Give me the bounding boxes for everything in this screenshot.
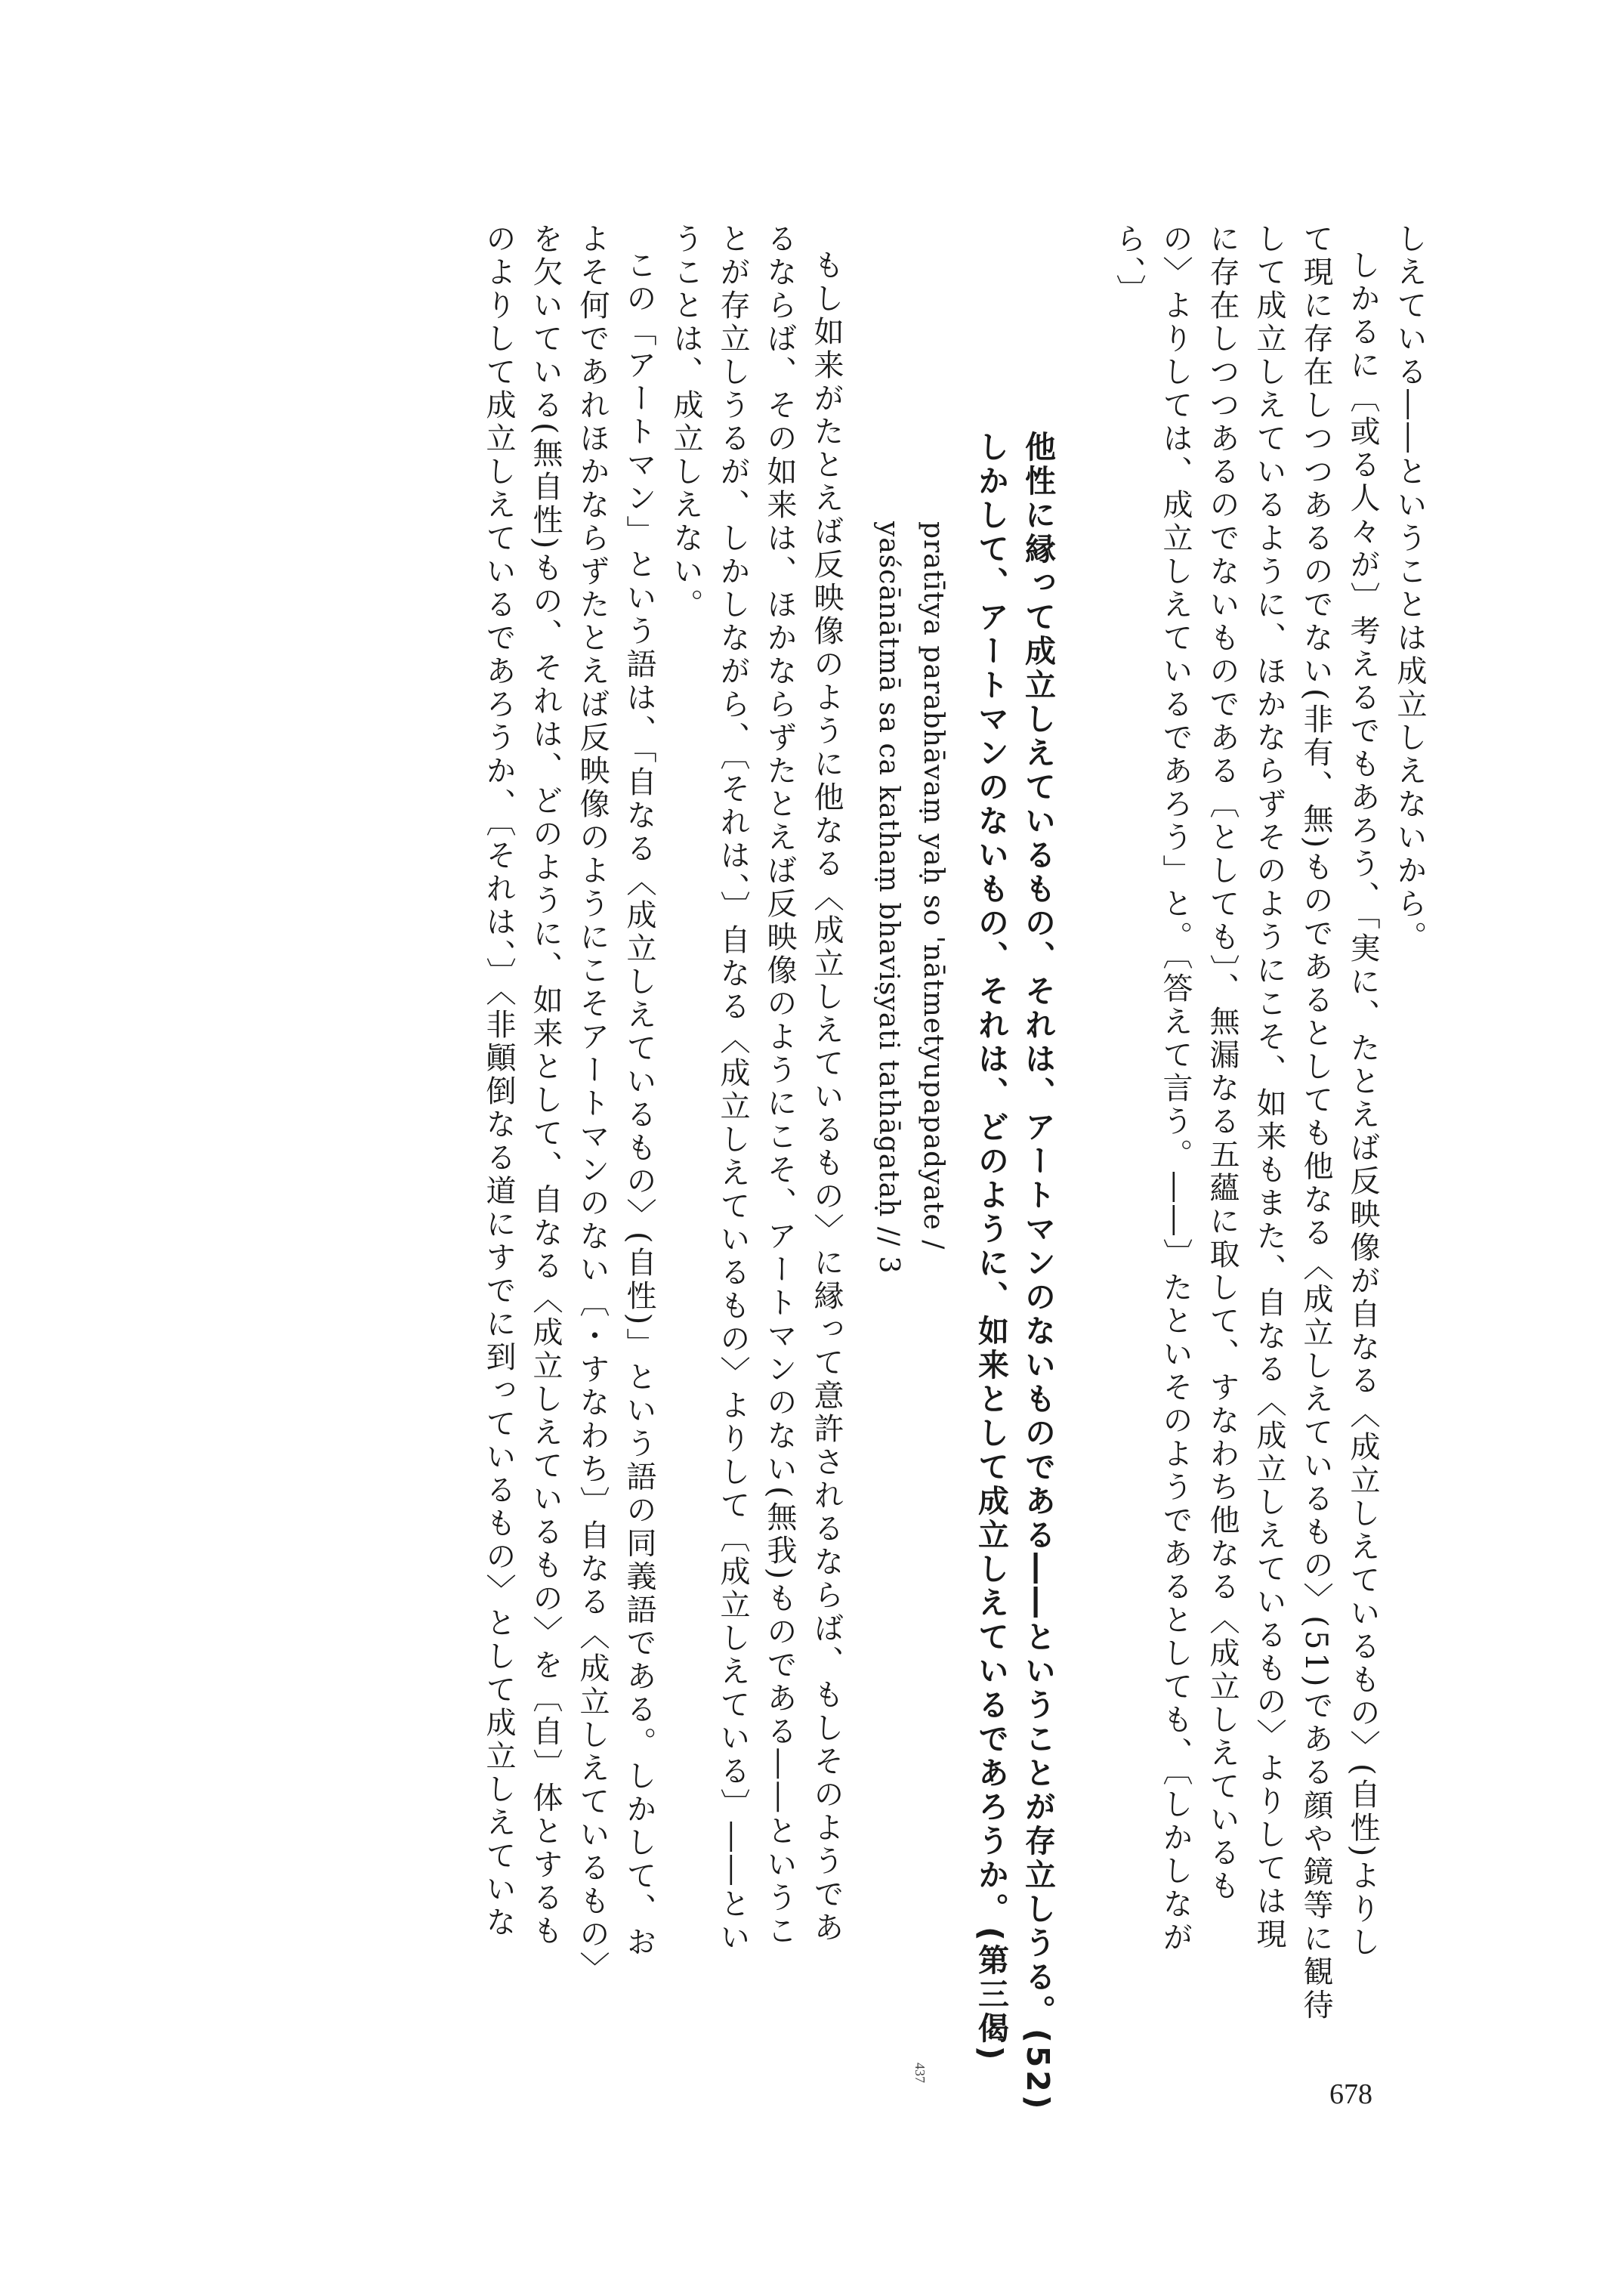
text-line: の〉よりしては、成立しえているであろう」と。〔答えて言う。――〕たといそのようであるとしても、〔しかしなが: [1158, 223, 1193, 1955]
text-line: を欠いている(無自性)もの、それは、どのように、如来として、自なる〈成立しえているもの〉を〔自〕体とするも: [528, 223, 563, 1948]
text-line: して成立しえているように、ほかならずそのようにこそ、如来もまた、自なる〈成立しえているもの〉よりしては現: [1252, 223, 1286, 1951]
text-line: とが存立しうるが、しかしながら、〔それは、〕自なる〈成立しえているもの〉よりして〔成立しえている〕――とい: [715, 223, 750, 1955]
page-number: 678: [1329, 2078, 1372, 2110]
sanskrit-line: pratītya parabhāvaṃ yaḥ so 'nātmetyupapadyate /: [918, 521, 949, 1250]
text-line: て現に存在しつつあるのでない(非有、無)ものであるとしても他なる〈成立しえているもの〉(51)である顔や鏡等に観待: [1298, 223, 1333, 2023]
sanskrit-line: yaścānātmā sa ca kathaṃ bhaviṣyati tathāgataḥ // 3: [873, 521, 904, 1275]
text-line: るならば、その如来は、ほかならずたとえば反映像のようにこそ、アートマンのない(無我)ものである――というこ: [762, 223, 797, 1948]
text-line: しえている――ということは成立しえないから。: [1392, 223, 1427, 954]
verse-line: 他性に縁って成立しえているもの、それは、アートマンのないものである――ということが存立しうる。(52): [1020, 431, 1056, 2112]
text-line: この「アートマン」という語は、「自なる〈成立しえているもの〉(自性)」という語の同義語である。しかして、お: [622, 249, 656, 1960]
text-line: うことは、成立しえない。: [668, 223, 703, 622]
text-line: もし如来がたとえば反映像のように他なる〈成立しえているもの〉に縁って意許されるならば、もしそのようであ: [809, 249, 844, 1945]
text-line: しかるに〔或る人々が〕考えるでもあろう、「実に、たとえば反映像が自なる〈成立しえているもの〉(自性)よりし: [1345, 249, 1380, 1960]
verse-line: しかして、アートマンのないもの、それは、どのように、如来として成立しえているであろうか。(第三偈): [973, 431, 1009, 2063]
text-line: のよりして成立しえているであろうか、〔それは、〕〈非顚倒なる道にすでに到っているもの〉として成立しえていな: [481, 223, 516, 1939]
section-number: 437: [912, 2063, 928, 2083]
text-line: に存在しつつあるのでないものである〔としても〕、無漏なる五蘊に取して、すなわち他なる〈成立しえているも: [1205, 223, 1240, 1903]
text-line: よそ何であれほかならずたとえば反映像のようにこそアートマンのない〔・すなわち〕自なる〈成立しえているもの〉: [575, 223, 610, 1985]
text-line: ら、〕: [1111, 223, 1146, 307]
